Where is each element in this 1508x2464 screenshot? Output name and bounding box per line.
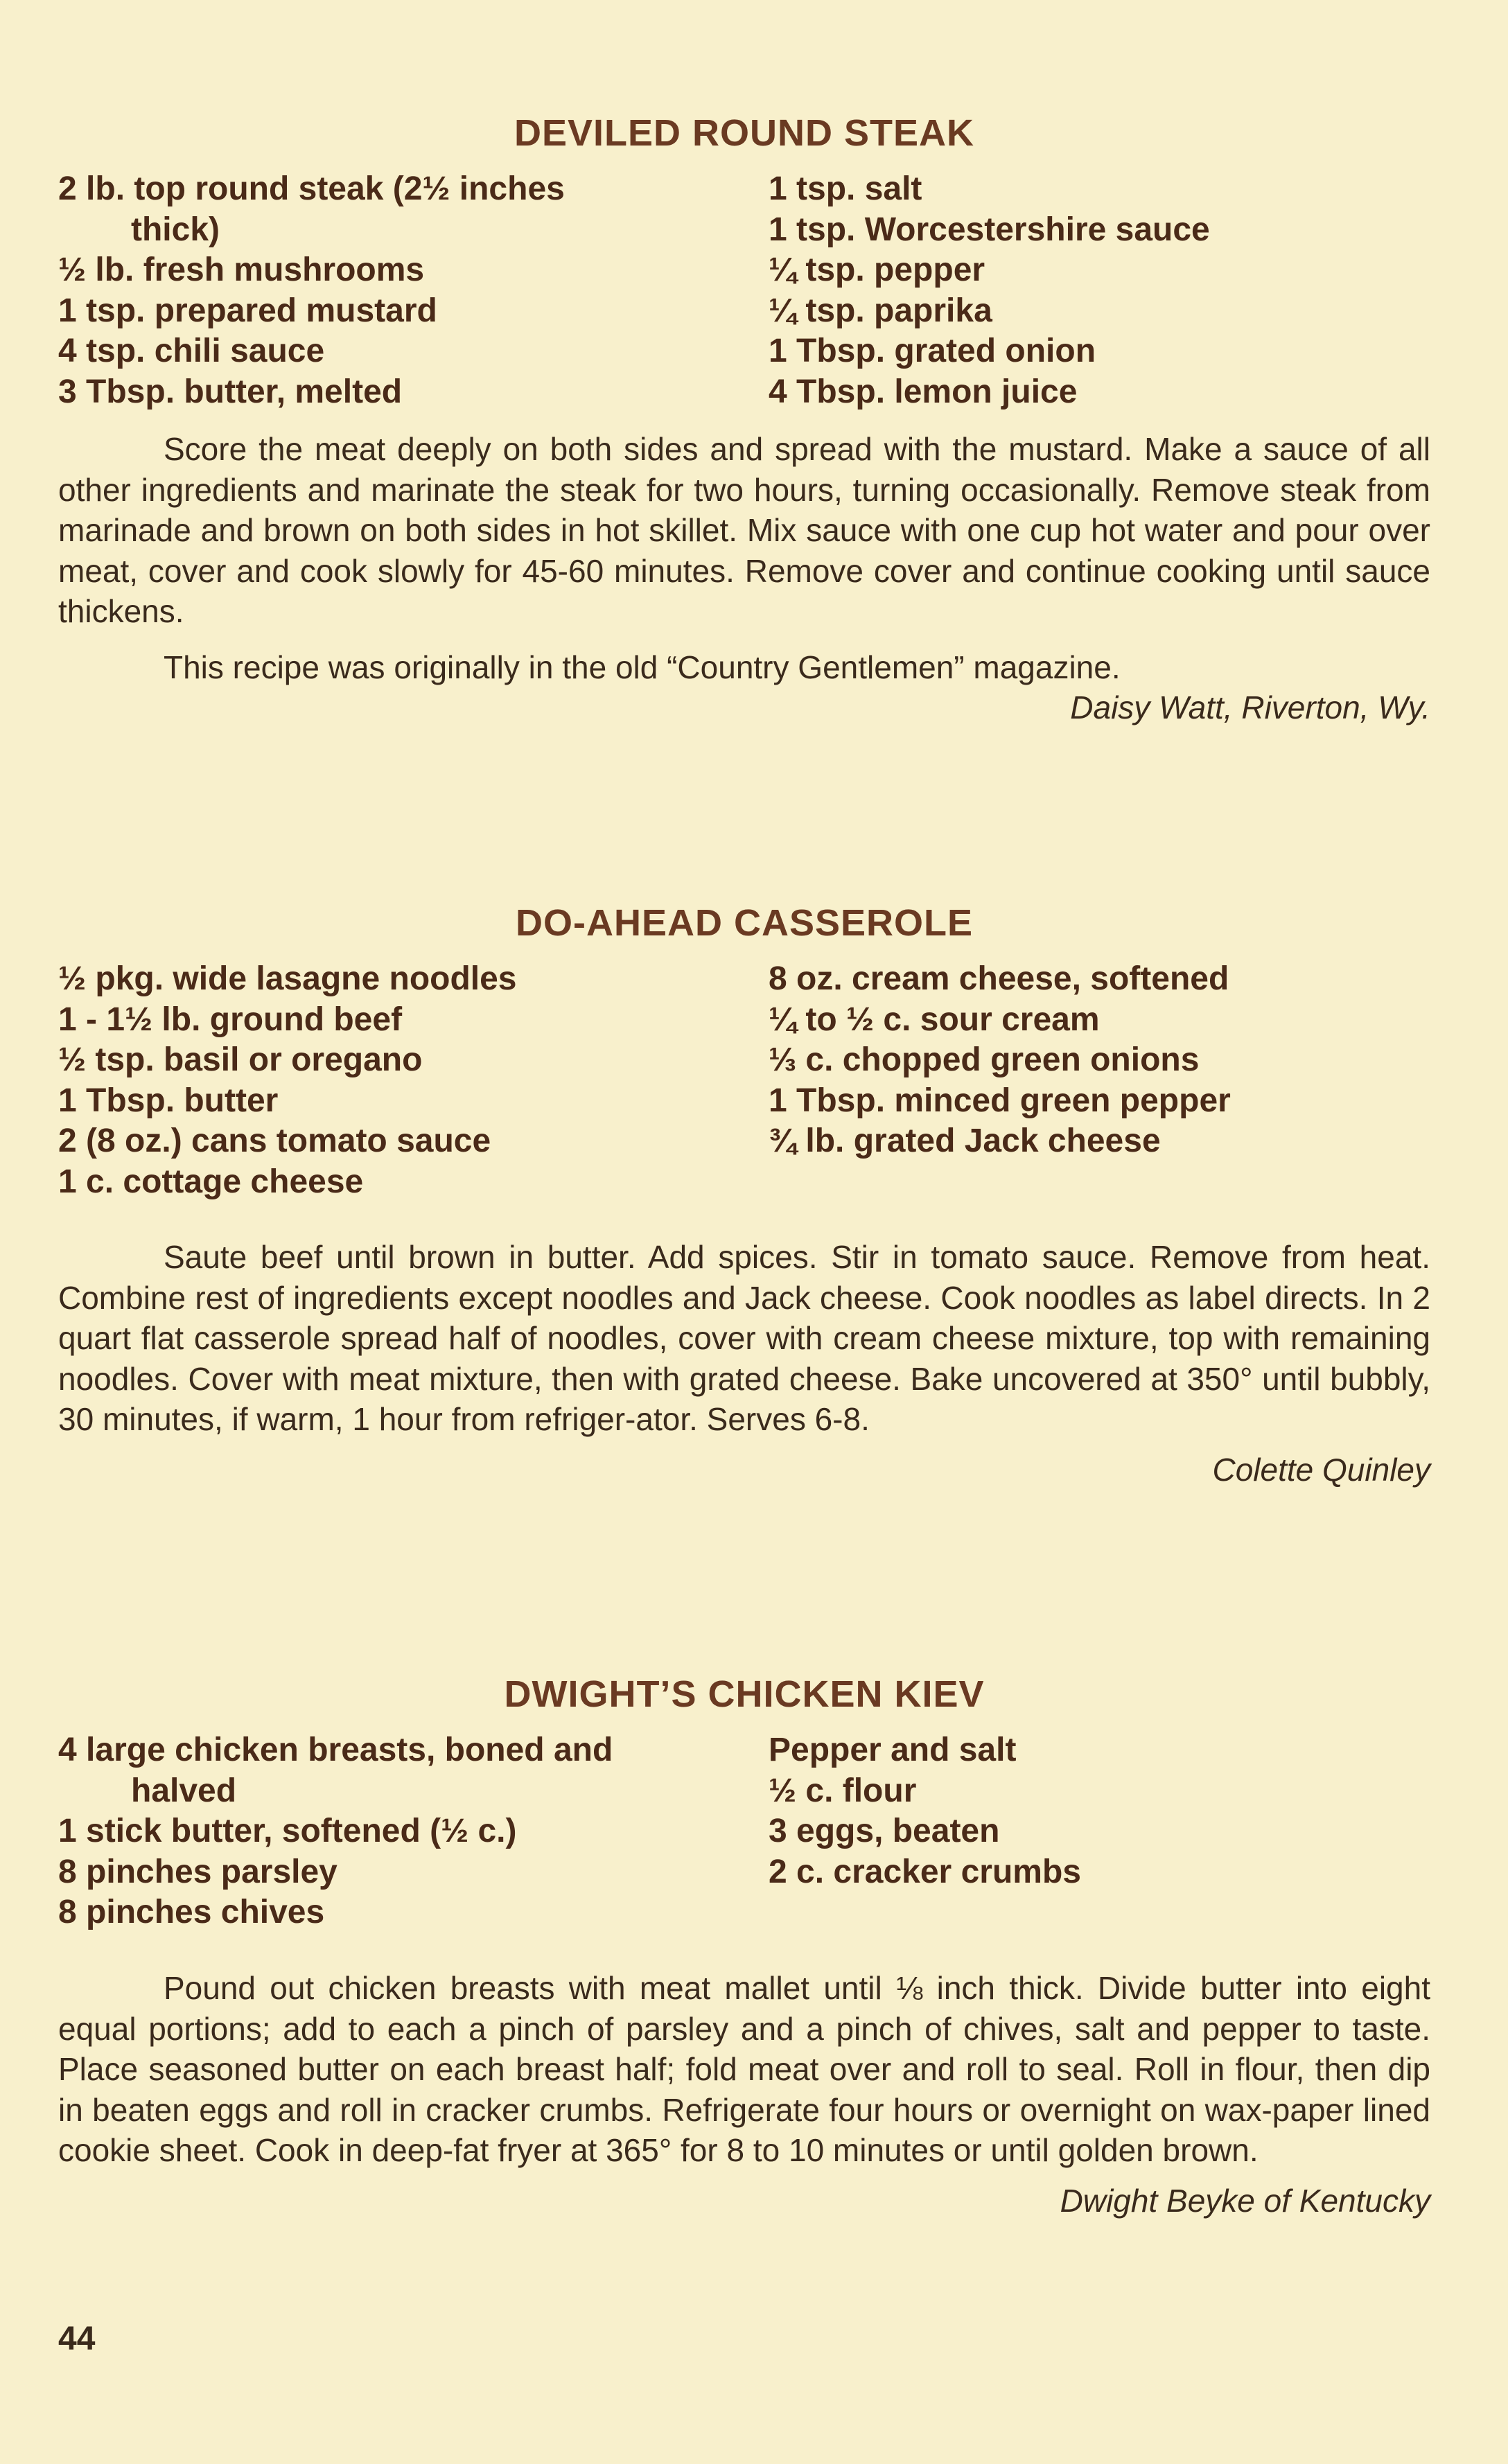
recipe-do-ahead-casserole	[58, 901, 1430, 1490]
recipe-title: DWIGHT’S CHICKEN KIEV	[504, 1673, 985, 1715]
ingredients-right	[769, 1730, 1427, 1892]
recipe-directions: Saute beef until brown in butter. Add spices. Stir in tomato sauce. Remove from heat. Combine rest of ingredients except noodles and Jack cheese. Cook noodles as label directs. In 2 quart flat casserole spread half of noodles, cover with cream cheese mixture, top with remaining noodles. Cover with meat mixture, then with grated cheese. Bake uncovered at 350° until bubbly, 30 minutes, if warm, 1 hour from refriger-ator. Serves 6-8.	[58, 1239, 1430, 1437]
ingredients-right	[769, 959, 1427, 1162]
ingredient: 2 (8 oz.) cans tomato sauce	[58, 1123, 491, 1159]
ingredient: 1 tsp. salt	[769, 170, 922, 207]
ingredient: 8 pinches parsley	[58, 1853, 337, 1890]
ingredient: ½ c. flour	[769, 1772, 917, 1809]
recipe-note: This recipe was originally in the old “Country Gentlemen” magazine.	[164, 649, 1121, 685]
ingredients-right	[769, 169, 1427, 412]
ingredients	[58, 169, 1430, 412]
recipe-dwights-chicken-kiev	[58, 1672, 1430, 2221]
ingredient: 2 lb. top round steak (2½ inches	[58, 170, 565, 207]
ingredient: ¼ tsp. pepper	[769, 252, 985, 288]
ingredient: 4 tsp. chili sauce	[58, 333, 325, 369]
ingredient: 2 c. cracker crumbs	[769, 1853, 1081, 1890]
ingredient: 1 - 1½ lb. ground beef	[58, 1001, 403, 1038]
recipe-author: Dwight Beyke of Kentucky	[1060, 2182, 1430, 2219]
ingredient: 1 tsp. prepared mustard	[58, 292, 437, 329]
ingredient: 1 Tbsp. butter	[58, 1082, 279, 1119]
ingredients	[58, 1730, 1430, 1933]
ingredient: 1 Tbsp. grated onion	[769, 333, 1096, 369]
ingredients	[58, 959, 1430, 1202]
ingredient: 8 pinches chives	[58, 1894, 325, 1930]
recipe-author: Daisy Watt, Riverton, Wy.	[1070, 689, 1430, 725]
recipe-title: DEVILED ROUND STEAK	[514, 112, 975, 154]
recipe-title: DO-AHEAD CASSEROLE	[515, 902, 974, 944]
ingredient: 4 large chicken breasts, boned and	[58, 1732, 613, 1768]
ingredient: ½ tsp. basil or oregano	[58, 1041, 423, 1078]
ingredients-left	[58, 1730, 751, 1933]
ingredient: ½ lb. fresh mushrooms	[58, 252, 425, 288]
ingredient: 1 stick butter, softened (½ c.)	[58, 1813, 517, 1849]
ingredient: 3 Tbsp. butter, melted	[58, 373, 403, 410]
ingredient: ½ pkg. wide lasagne noodles	[58, 960, 517, 997]
ingredient: ⅓ c. chopped green onions	[769, 1041, 1200, 1078]
ingredient: Pepper and salt	[769, 1732, 1017, 1768]
ingredient: thick)	[131, 211, 220, 248]
ingredients-left	[58, 959, 751, 1202]
ingredient: 8 oz. cream cheese, softened	[769, 960, 1229, 997]
recipe-author: Colette Quinley	[1212, 1451, 1430, 1488]
ingredient: ¼ to ½ c. sour cream	[769, 1001, 1100, 1038]
recipe-directions: Score the meat deeply on both sides and spread with the mustard. Make a sauce of all other ingredients and marinate the steak for two hours, turning occasionally. Remove steak from marinade and brown on both sides in hot skillet. Mix sauce with one cup hot water and pour over meat, cover and cook slowly for 45-60 minutes. Remove cover and continue cooking until sauce thickens.	[58, 431, 1430, 629]
ingredient: 1 tsp. Worcestershire sauce	[769, 211, 1210, 248]
recipe-deviled-round-steak	[58, 111, 1430, 728]
ingredient: 4 Tbsp. lemon juice	[769, 373, 1078, 410]
ingredient: 1 c. cottage cheese	[58, 1163, 364, 1200]
page-number: 44	[58, 2321, 96, 2357]
ingredient: ¼ tsp. paprika	[769, 292, 992, 329]
ingredient: 1 Tbsp. minced green pepper	[769, 1082, 1231, 1119]
ingredients-left	[58, 169, 751, 412]
ingredient: halved	[131, 1772, 237, 1809]
ingredient: 3 eggs, beaten	[769, 1813, 1000, 1849]
recipe-directions: Pound out chicken breasts with meat mallet until ⅛ inch thick. Divide butter into eight equal portions; add to each a pinch of parsley and a pinch of chives, salt and pepper to taste. Place seasoned butter on each breast half; fold meat over and roll to seal. Roll in flour, then dip in beaten eggs and roll in cracker crumbs. Refrigerate four hours or overnight on wax-paper lined cookie sheet. Cook in deep-fat fryer at 365° for 8 to 10 minutes or until golden brown.	[58, 1970, 1430, 2168]
ingredient: ¾ lb. grated Jack cheese	[769, 1123, 1161, 1159]
